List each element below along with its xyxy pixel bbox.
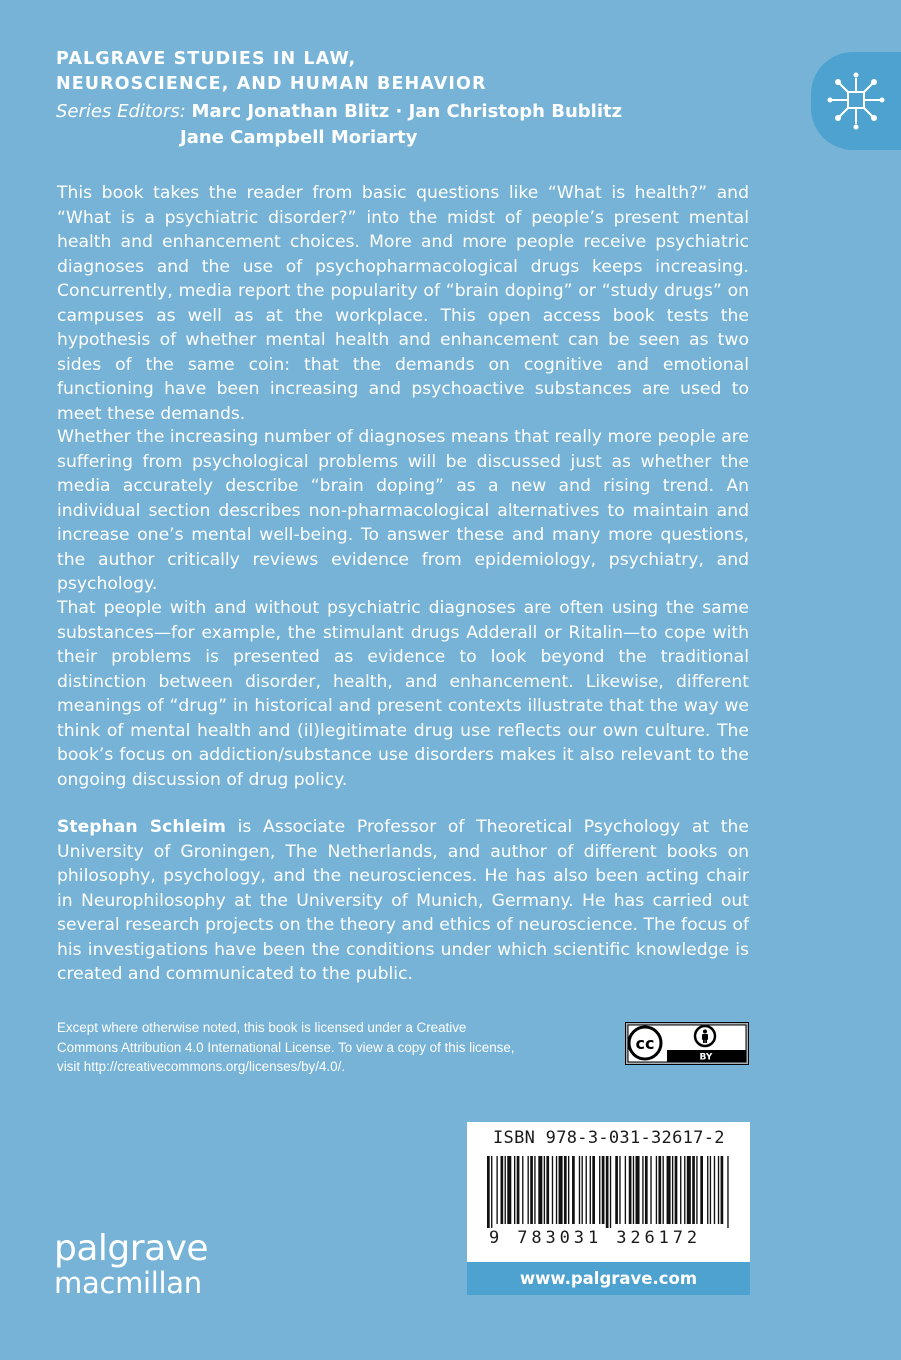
series-title-line2: NEUROSCIENCE, AND HUMAN BEHAVIOR [56, 74, 487, 94]
barcode-bar [517, 1156, 520, 1224]
barcode-bar [727, 1156, 728, 1228]
barcode-bar [696, 1156, 697, 1224]
series-editors-label: Series Editors: [56, 101, 186, 122]
barcode-bar [507, 1156, 511, 1224]
website-link[interactable]: www.palgrave.com [467, 1262, 750, 1295]
barcode-bar [721, 1156, 724, 1224]
barcode-bar [599, 1156, 600, 1224]
barcode-bar [658, 1156, 661, 1224]
barcode-bar [629, 1156, 632, 1224]
barcode-bar [650, 1156, 651, 1224]
series-title [56, 47, 487, 97]
barcode-bar [564, 1156, 567, 1224]
isbn-label: ISBN 978-3-031-32617-2 [493, 1128, 725, 1148]
barcode-bar [579, 1156, 580, 1224]
barcode-bar [534, 1156, 535, 1224]
barcode-bar [656, 1156, 657, 1224]
barcode-bar [692, 1156, 695, 1224]
barcode-bar [522, 1156, 523, 1224]
barcode-bar [707, 1156, 708, 1224]
barcode-bar [615, 1156, 618, 1224]
barcode-bar [514, 1156, 515, 1224]
publisher-logo-line1: palgrave [54, 1228, 209, 1269]
barcode-bar [491, 1156, 492, 1228]
barcode-bar [710, 1156, 711, 1224]
barcode-bar [487, 1156, 490, 1228]
palgrave-logo-tab [811, 52, 901, 150]
barcode-bar [552, 1156, 553, 1224]
publisher-logo-line2: macmillan [54, 1266, 202, 1300]
barcode-bar [687, 1156, 691, 1224]
barcode-bar [714, 1156, 715, 1224]
barcode-bar [538, 1156, 542, 1224]
series-editors-line2: Jane Campbell Moriarty [180, 127, 418, 148]
description-paragraph-1: This book takes the reader from basic questions like “What is health?” and “What is a psychiatric disorder?” into the midst of people’s present mental health and enhancement choices. More and more people receive psychiatric diagnoses and the use of psychopharmacological drugs keeps increasing. Concurrently, media report the popularity of “brain doping” or “study drugs” on campuses as well as at the workplace. This open access book tests the hypothesis of whether mental health and enhancement can be seen as two sides of the same coin: that the demands on cognitive and emotional functioning have been increasing and psychoactive substances are used to meet these demands. [57, 183, 749, 424]
barcode-bar [546, 1156, 549, 1224]
series-editors-line1: Marc Jonathan Blitz · Jan Christoph Bublitz [191, 101, 623, 122]
barcode-bar [619, 1156, 620, 1224]
barcode-bar [505, 1156, 506, 1224]
palgrave-network-icon [826, 66, 886, 136]
barcode-bar [586, 1156, 587, 1224]
author-bio-text: is Associate Professor of Theoretical Psychology at the University of Groningen, The Netherlands, and author of different books on philosophy, psychology, and the neurosciences. He has also been acting chair in Neurophilosophy at the University of Munich, Germany. He has carried out several research projects on the theory and ethics of neuroscience. The focus of his investigations have been the conditions under which scientific knowledge is created and communicated to the public. [57, 817, 749, 984]
barcode-bar [663, 1156, 664, 1224]
barcode-bar [602, 1156, 605, 1224]
barcode-bar [625, 1156, 626, 1224]
description-paragraph-2: Whether the increasing number of diagnoses means that really more people are suffering from psychological problems will be discussed just as whether the media accurately describe “brain doping” as a new and rising trend. An individual section describes non-pharmacological alternatives to maintain and increase one’s mental well-being. To answer these and many more questions, the author critically reviews evidence from epidemiology, psychiatry, and psychology. [57, 427, 749, 594]
series-title-line1: PALGRAVE STUDIES IN LAW, [56, 49, 357, 69]
description-paragraph-3: That people with and without psychiatric diagnoses are often using the same substances—for example, the stimulant drugs Adderall or Ritalin—to cope with their problems is presented as evidence to look beyond the traditional distinction between disorder, health, and enhancement. Likewise, different meanings of “drug” in historical and present contexts illustrate that the way we think of mental health and (il)legitimate drug use reflects our own culture. The book’s focus on addiction/substance use disorders makes it also relevant to the ongoing discussion of drug policy. [57, 598, 749, 790]
barcode-bar [642, 1156, 643, 1224]
barcode-bar [684, 1156, 685, 1224]
series-editors [56, 99, 622, 151]
barcode-digits: 9 783031 326172 [489, 1228, 702, 1248]
barcode-bar [700, 1156, 703, 1224]
license-notice: Except where otherwise noted, this book is licensed under a Creative Commons Attribution 4.0 International License. To view a copy of this license, visit http://creativecommons.org/licenses/by/4.0/. [57, 1020, 515, 1074]
author-name: Stephan Schleim [57, 817, 226, 837]
barcode-bar [556, 1156, 557, 1224]
barcode-bar [718, 1156, 719, 1224]
barcode-bar [672, 1156, 673, 1224]
isbn-barcode-box [467, 1122, 750, 1262]
barcode-bar [544, 1156, 545, 1224]
barcode-bar [530, 1156, 533, 1224]
barcode-bar [667, 1156, 671, 1224]
barcode-bar [675, 1156, 678, 1224]
cc-by-badge [625, 1022, 749, 1065]
barcode-bar [528, 1156, 529, 1224]
barcode-bar [680, 1156, 681, 1224]
barcode-bar [501, 1156, 504, 1224]
by-badge-label: BY [699, 1052, 713, 1063]
barcode-bar [645, 1156, 648, 1224]
barcode-bar [610, 1156, 611, 1228]
barcode-bar [496, 1156, 497, 1224]
author-bio [57, 815, 749, 987]
barcode-bar [592, 1156, 595, 1224]
barcode-bar [568, 1156, 569, 1224]
publisher-logo [54, 1228, 209, 1300]
barcode-bar [582, 1156, 583, 1224]
barcode-bar [572, 1156, 575, 1224]
barcode [487, 1156, 730, 1228]
barcode-bar [559, 1156, 563, 1224]
cc-badge-label: cc [635, 1034, 655, 1053]
barcode-bar [636, 1156, 640, 1224]
barcode-bar [590, 1156, 591, 1224]
barcode-bar [606, 1156, 609, 1228]
barcode-bar [633, 1156, 634, 1224]
